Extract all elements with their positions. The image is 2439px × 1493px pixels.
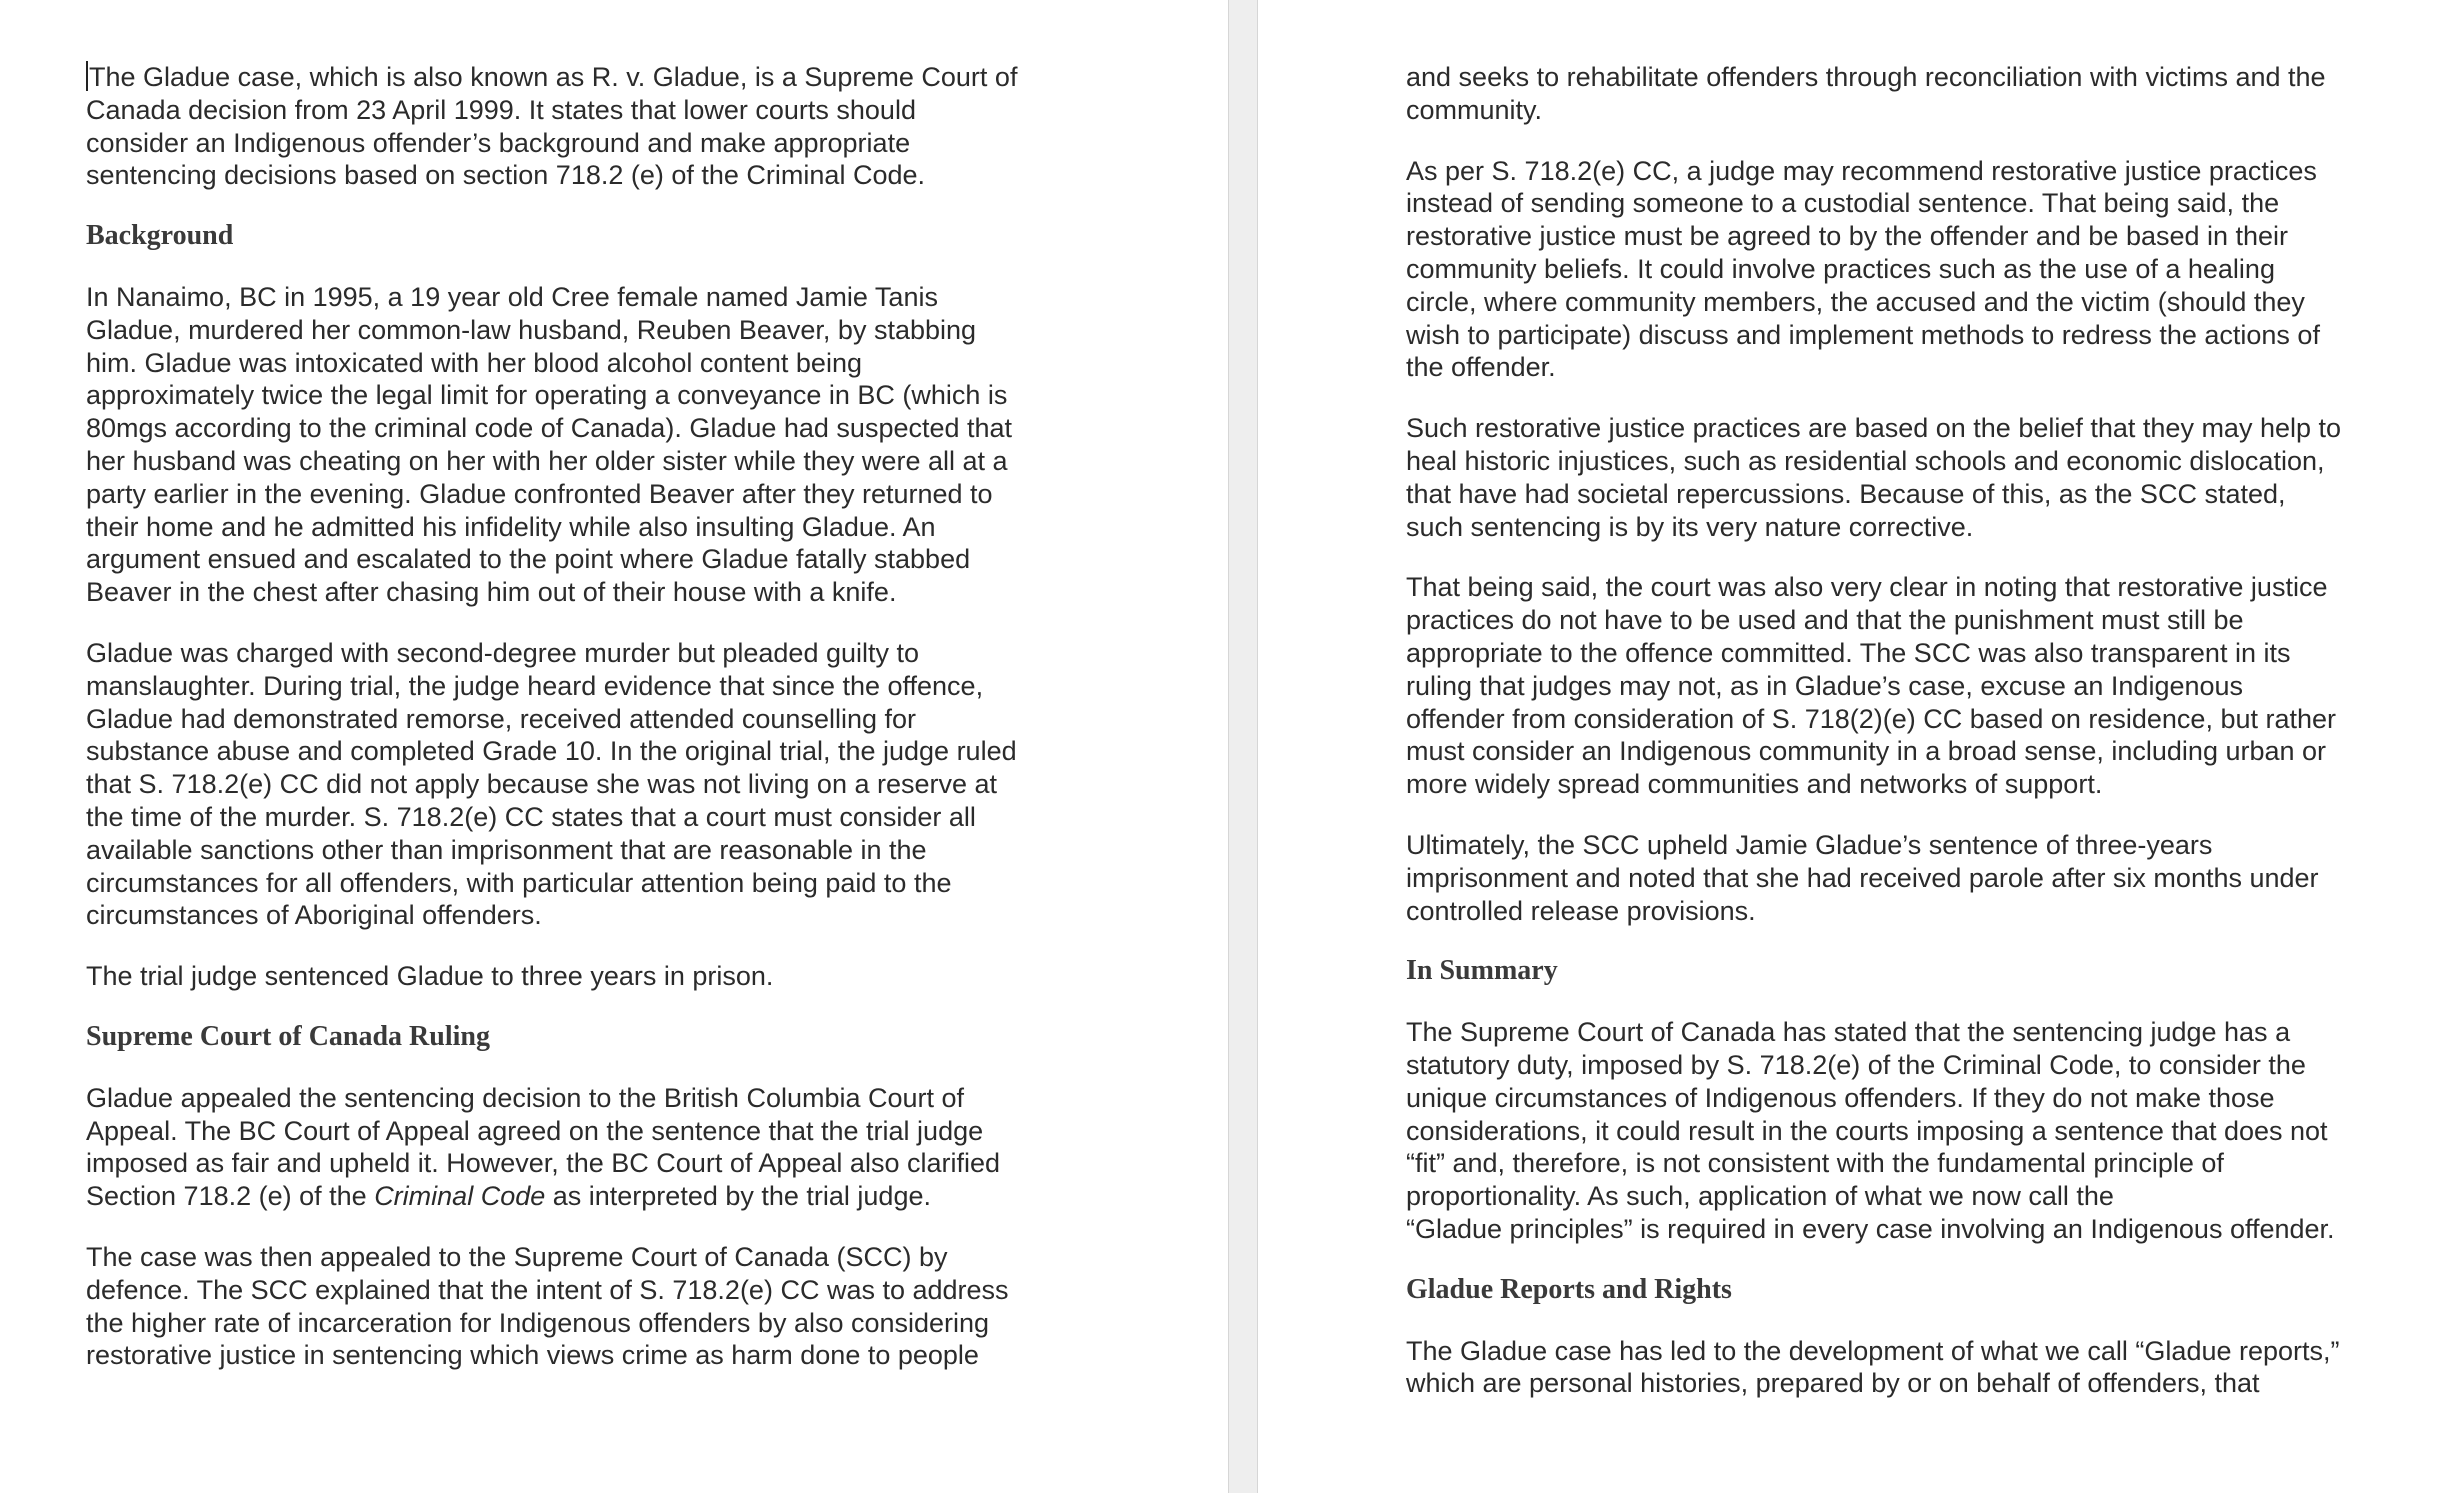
paragraph-background-3[interactable]: The trial judge sentenced Gladue to three years in prison. [86, 961, 774, 992]
paragraph-intro[interactable] [86, 61, 1168, 192]
heading-background: Background [86, 220, 234, 252]
paragraph-summary-1[interactable]: The Supreme Court of Canada has stated that the sentencing judge has a statutory duty, imposed by S. 718.2(e) of the Criminal Code, to consider the unique circumstances of Indigenous offenders. If they do not make those considerations, it could result in the courts imposing a sentence that does not “fit” and, therefore, is not consistent with the fundamental principle of proportionality. As such, application of what we now call the “Gladue principles” is required in every case involving an Indigenous offender. [1406, 1017, 2335, 1244]
ruling-1-text-a: Gladue appealed the sentencing decision to the British Columbia Court of Appeal. The BC Court of Appeal agreed on the sentence that the trial judge imposed as fair and upheld it. However, the BC Court of Appeal also clarified Section 718.2 (e) of the [86, 1082, 1001, 1212]
criminal-code-italic: Criminal Code [374, 1181, 546, 1212]
page-gutter [1228, 0, 1258, 1493]
text-cursor [86, 61, 88, 91]
paragraph-background-1[interactable]: In Nanaimo, BC in 1995, a 19 year old Cree female named Jamie Tanis Gladue, murdered her common-law husband, Reuben Beaver, by stabbing him. Gladue was intoxicated with her blood alcohol content being approximately twice the legal limit for operating a conveyance in BC (which is 80mgs according to the criminal code of Canada). Gladue had suspected that her husband was cheating on her with her older sister while they were all at a party earlier in the evening. Gladue confronted Beaver after they returned to their home and he admitted his infidelity while also insulting Gladue. An argument ensued and escalated to the point where Gladue fatally stabbed Beaver in the chest after chasing him out of their house with a knife. [86, 281, 1013, 608]
document-page-right[interactable] [1258, 0, 2439, 1493]
paragraph-ruling-5[interactable]: That being said, the court was also very clear in noting that restorative justice practices do not have to be used and that the punishment must still be appropriate to the offence committed. The SCC was also transparent in its ruling that judges may not, as in Gladue’s case, excuse an Indigenous offender from consideration of S. 718(2)(e) CC based on residence, but rather must consider an Indigenous community in a broad sense, including urban or more widely spread communities and networks of support. [1406, 572, 2337, 800]
paragraph-ruling-2-continued[interactable]: and seeks to rehabilitate offenders through reconciliation with victims and the community. [1406, 62, 2326, 125]
ruling-1-text-b: as interpreted by the trial judge. [545, 1181, 931, 1212]
paragraph-ruling-1[interactable] [86, 1082, 1168, 1213]
paragraph-ruling-2[interactable]: The case was then appealed to the Supreme Court of Canada (SCC) by defence. The SCC explained that the intent of S. 718.2(e) CC was to address the higher rate of incarceration for Indigenous offenders by also considering restorative justice in sentencing which views crime as harm done to people [86, 1241, 1009, 1371]
heading-scc-ruling: Supreme Court of Canada Ruling [86, 1020, 490, 1052]
paragraph-ruling-4[interactable]: Such restorative justice practices are based on the belief that they may help to heal historic injustices, such as residential schools and economic dislocation, that have had societal repercussions. Because of this, as the SCC stated, such sentencing is by its very nature corrective. [1406, 413, 2342, 542]
heading-gladue-reports: Gladue Reports and Rights [1406, 1273, 1732, 1305]
paragraph-reports-1[interactable]: The Gladue case has led to the development of what we call “Gladue reports,” which are personal histories, prepared by or on behalf of offenders, that [1406, 1335, 2340, 1399]
paragraph-ruling-6[interactable]: Ultimately, the SCC upheld Jamie Gladue’s sentence of three-years imprisonment and noted that she had received parole after six months under controlled release provisions. [1406, 829, 2319, 926]
paragraph-ruling-3[interactable]: As per S. 718.2(e) CC, a judge may recommend restorative justice practices instead of sending someone to a custodial sentence. That being said, the restorative justice must be agreed to by the offender and be based in their community beliefs. It could involve practices such as the use of a healing circle, where community members, the accused and the victim (should they wish to participate) discuss and implement methods to redress the actions of the offender. [1406, 155, 2320, 383]
paragraph-intro-text: The Gladue case, which is also known as R. v. Gladue, is a Supreme Court of Canada decision from 23 April 1999. It states that lower courts should consider an Indigenous offender’s background and make appropriate sentencing decisions based on section 718.2 (e) of the Criminal Code. [86, 62, 1018, 191]
heading-in-summary: In Summary [1406, 955, 1558, 987]
paragraph-background-2[interactable]: Gladue was charged with second-degree murder but pleaded guilty to manslaughter. During trial, the judge heard evidence that since the offence, Gladue had demonstrated remorse, received attended counselling for substance abuse and completed Grade 10. In the original trial, the judge ruled that S. 718.2(e) CC did not apply because she was not living on a reserve at the time of the murder. S. 718.2(e) CC states that a court must consider all available sanctions other than imprisonment that are reasonable in the circumstances for all offenders, with particular attention being paid to the circumstances of Aboriginal offenders. [86, 637, 1017, 931]
